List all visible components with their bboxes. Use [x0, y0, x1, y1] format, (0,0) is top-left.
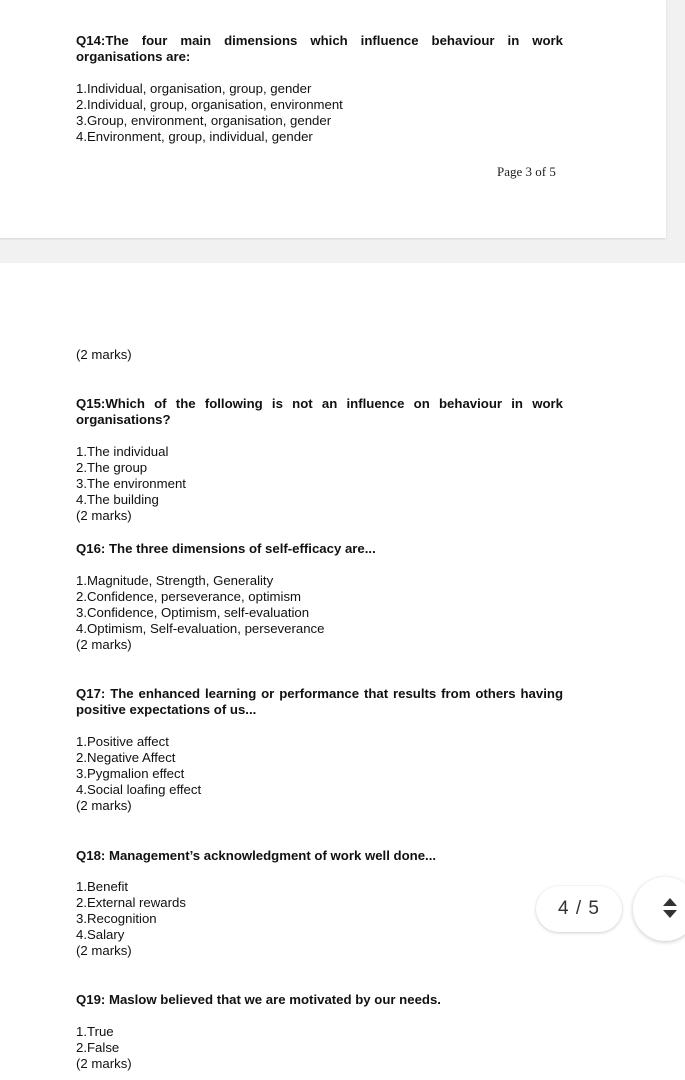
q14-option-1: 1.Individual, organisation, group, gender	[76, 81, 312, 96]
q17-marks: (2 marks)	[76, 798, 132, 813]
q16-question: Q16: The three dimensions of self-efficacy are...	[76, 541, 376, 556]
q14-option-3: 3.Group, environment, organisation, gender	[76, 113, 332, 128]
q17-option-2: 2.Negative Affect	[76, 750, 176, 765]
arrow-up-icon[interactable]	[663, 898, 677, 906]
q18-option-1: 1.Benefit	[76, 879, 129, 894]
q19-marks: (2 marks)	[76, 1056, 132, 1071]
page-counter: 4 / 5	[536, 886, 622, 932]
q15-option-4: 4.The building	[76, 492, 159, 507]
q14-question: Q14:The four main dimensions which influence behaviour in work organisations are:	[76, 33, 563, 64]
q18-marks: (2 marks)	[76, 943, 132, 958]
q19-option-2: 2.False	[76, 1040, 120, 1055]
q16-option-2: 2.Confidence, perseverance, optimism	[76, 589, 302, 604]
q16-option-4: 4.Optimism, Self-evaluation, perseverance	[76, 621, 325, 636]
q18-question: Q18: Management’s acknowledgment of work well done...	[76, 848, 437, 863]
q19-question: Q19: Maslow believed that we are motivated by our needs.	[76, 992, 441, 1007]
q17-question: Q17: The enhanced learning or performance that results from others having positive expectations of us...	[76, 686, 563, 717]
q18-option-4: 4.Salary	[76, 927, 125, 942]
q19-options	[76, 1024, 132, 1072]
q17-options	[76, 734, 201, 814]
q17-option-1: 1.Positive affect	[76, 734, 169, 749]
q16-option-1: 1.Magnitude, Strength, Generality	[76, 573, 274, 588]
q14-marks: (2 marks)	[76, 347, 132, 362]
q17-option-4: 4.Social loafing effect	[76, 782, 202, 797]
q19-option-1: 1.True	[76, 1024, 114, 1039]
q18-option-3: 3.Recognition	[76, 911, 157, 926]
q15-option-2: 2.The group	[76, 460, 148, 475]
q14-option-2: 2.Individual, group, organisation, environment	[76, 97, 343, 112]
arrow-down-icon[interactable]	[663, 910, 677, 918]
document-page-3	[0, 0, 666, 238]
q14-option-4: 4.Environment, group, individual, gender	[76, 129, 313, 144]
q15-marks: (2 marks)	[76, 508, 132, 523]
q16-options	[76, 573, 324, 653]
q15-question: Q15:Which of the following is not an influence on behaviour in work organisations?	[76, 396, 563, 427]
q18-option-2: 2.External rewards	[76, 895, 186, 910]
page-number-label: Page 3 of 5	[497, 164, 556, 179]
q14-options	[76, 81, 343, 145]
q15-options	[76, 444, 186, 524]
q16-marks: (2 marks)	[76, 637, 132, 652]
q17-option-3: 3.Pygmalion effect	[76, 766, 185, 781]
q15-option-3: 3.The environment	[76, 476, 186, 491]
q16-option-3: 3.Confidence, Optimism, self-evaluation	[76, 605, 310, 620]
q18-options	[76, 879, 186, 959]
q15-option-1: 1.The individual	[76, 444, 169, 459]
